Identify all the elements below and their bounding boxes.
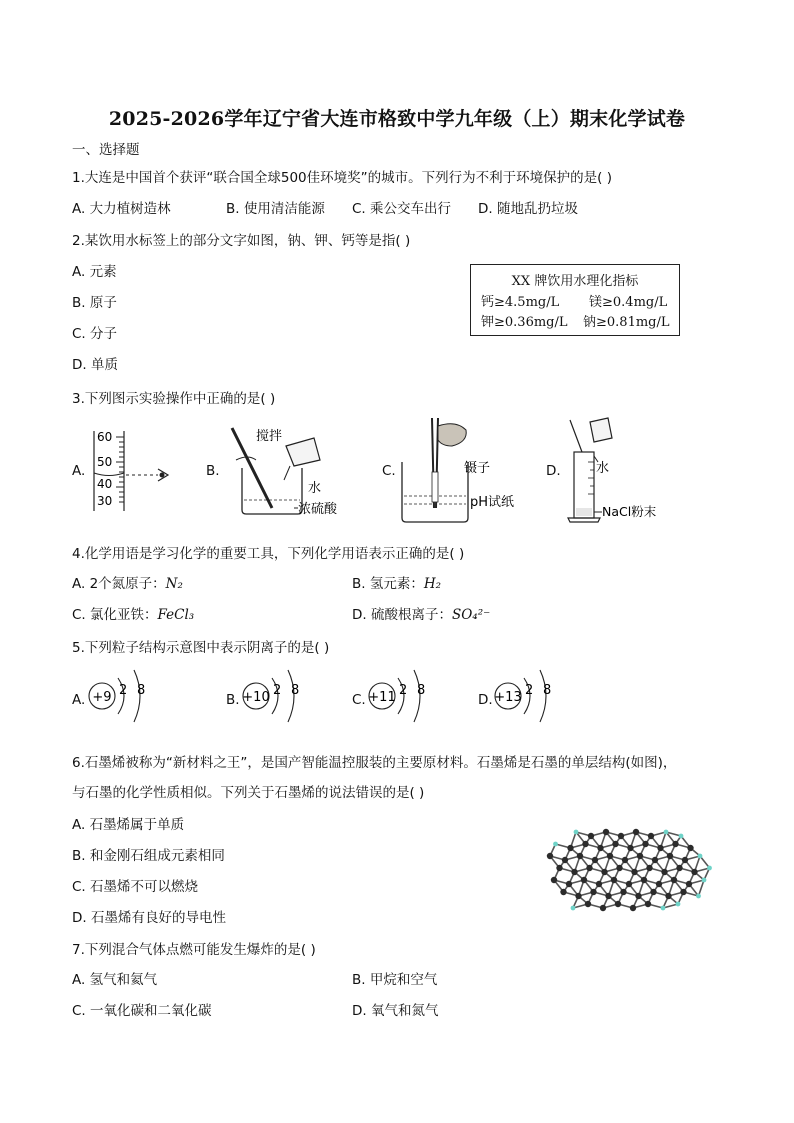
electron-count: 2 bbox=[525, 683, 534, 698]
ph-paper-label: pH试纸 bbox=[470, 495, 515, 510]
conc-acid-label: 浓硫酸 bbox=[298, 502, 338, 517]
question-6-option-c[interactable]: C. 石墨烯不可以燃烧 bbox=[72, 879, 199, 895]
question-3-stem: 3.下列图示实验操作中正确的是( ) bbox=[72, 391, 276, 407]
question-7-option-a[interactable]: A. 氢气和氦气 bbox=[72, 972, 158, 988]
question-3-option-a[interactable]: A. bbox=[72, 463, 86, 479]
q4-d-formula: SO₄²⁻ bbox=[451, 607, 491, 623]
question-1-option-c[interactable]: C. 乘公交车出行 bbox=[352, 201, 452, 217]
dilution-figure bbox=[228, 420, 358, 520]
question-4-option-b[interactable] bbox=[352, 572, 441, 592]
question-5-stem: 5.下列粒子结构示意图中表示阴离子的是( ) bbox=[72, 640, 330, 656]
q4-b-formula: H₂ bbox=[423, 576, 442, 592]
nucleus-charge: +11 bbox=[368, 690, 396, 705]
water-label-calcium: 钙≥4.5mg/L bbox=[481, 295, 560, 310]
tweezers-label: 镊子 bbox=[464, 461, 491, 476]
question-2-stem: 2.某饮用水标签上的部分文字如图，钠、钾、钙等是指( ) bbox=[72, 233, 411, 249]
electron-count: 8 bbox=[137, 683, 146, 698]
water-label-magnesium: 镁≥0.4mg/L bbox=[589, 295, 668, 310]
cylinder-tick-50: 50 bbox=[97, 455, 113, 469]
electron-count: 2 bbox=[399, 683, 408, 698]
question-7-option-d[interactable]: D. 氧气和氮气 bbox=[352, 1003, 439, 1019]
question-3-option-d[interactable]: D. bbox=[546, 463, 561, 479]
question-6-option-d[interactable]: D. 石墨烯有良好的导电性 bbox=[72, 910, 226, 926]
electron-count: 8 bbox=[417, 683, 426, 698]
question-3-option-b[interactable]: B. bbox=[206, 463, 220, 479]
section-heading: 一、选择题 bbox=[72, 142, 140, 158]
graphene-structure-image bbox=[528, 818, 718, 924]
water-label-box bbox=[470, 264, 680, 336]
question-2-option-a[interactable]: A. 元素 bbox=[72, 264, 117, 280]
cylinder-reading-figure bbox=[86, 425, 186, 515]
atom-structure-diagram bbox=[240, 668, 320, 724]
nacl-powder-label: NaCl粉末 bbox=[602, 504, 657, 519]
q4-a-text: A. 2个氮原子： bbox=[72, 576, 166, 592]
water-label-header: XX 牌饮用水理化指标 bbox=[511, 274, 639, 289]
nucleus-charge: +9 bbox=[92, 690, 112, 705]
question-1-option-b[interactable]: B. 使用清洁能源 bbox=[226, 201, 325, 217]
q4-c-formula: FeCl₃ bbox=[157, 607, 195, 623]
question-7-stem: 7.下列混合气体点燃可能发生爆炸的是( ) bbox=[72, 942, 316, 958]
question-1-option-a[interactable]: A. 大力植树造林 bbox=[72, 201, 171, 217]
eye-icon bbox=[158, 469, 168, 481]
question-1-stem: 1.大连是中国首个获评“联合国全球500佳环境奖”的城市。下列行为不利于环境保护的是( ) bbox=[72, 170, 612, 186]
stir-label: 搅拌 bbox=[256, 429, 283, 444]
question-4-option-c[interactable] bbox=[72, 603, 194, 623]
water-label-sodium: 钠≥0.81mg/L bbox=[583, 315, 670, 330]
cylinder-tick-40: 40 bbox=[97, 477, 113, 491]
nucleus-charge: +10 bbox=[242, 690, 270, 705]
electron-count: 2 bbox=[119, 683, 128, 698]
water-label-potassium: 钾≥0.36mg/L bbox=[481, 315, 568, 330]
question-2-option-b[interactable]: B. 原子 bbox=[72, 295, 117, 311]
question-6-stem-line-1: 6.石墨烯被称为“新材料之王”，是国产智能温控服装的主要原材料。石墨烯是石墨的单层结构(如图)， bbox=[72, 755, 677, 771]
question-4-stem: 4.化学用语是学习化学的重要工具，下列化学用语表示正确的是( ) bbox=[72, 546, 465, 562]
atom-structure-diagram bbox=[366, 668, 446, 724]
cylinder-dissolve-figure bbox=[560, 412, 680, 528]
question-5-option-a[interactable]: A. bbox=[72, 692, 86, 708]
electron-count: 8 bbox=[291, 683, 300, 698]
question-3-option-c[interactable]: C. bbox=[382, 463, 396, 479]
water-label-d: 水 bbox=[596, 461, 610, 476]
question-5-option-c[interactable]: C. bbox=[352, 692, 366, 708]
cylinder-tick-60: 60 bbox=[97, 430, 113, 444]
question-2-option-d[interactable]: D. 单质 bbox=[72, 357, 118, 373]
q4-a-formula: N₂ bbox=[165, 576, 183, 592]
ph-test-figure bbox=[398, 412, 528, 524]
question-4-option-a[interactable] bbox=[72, 572, 183, 592]
q4-d-text: D. 硫酸根离子： bbox=[352, 607, 452, 623]
water-label-b: 水 bbox=[308, 481, 322, 496]
question-1-option-d[interactable]: D. 随地乱扔垃圾 bbox=[478, 201, 578, 217]
nucleus-charge: +13 bbox=[494, 690, 522, 705]
question-4-option-d[interactable] bbox=[352, 603, 490, 623]
question-5-option-b[interactable]: B. bbox=[226, 692, 240, 708]
question-5-option-d[interactable]: D. bbox=[478, 692, 493, 708]
question-7-option-b[interactable]: B. 甲烷和空气 bbox=[352, 972, 438, 988]
question-7-option-c[interactable]: C. 一氧化碳和二氧化碳 bbox=[72, 1003, 212, 1019]
electron-count: 2 bbox=[273, 683, 282, 698]
electron-count: 8 bbox=[543, 683, 552, 698]
cylinder-tick-30: 30 bbox=[97, 494, 113, 508]
exam-title: 2025-2026学年辽宁省大连市格致中学九年级（上）期末化学试卷 bbox=[108, 108, 686, 130]
question-6-option-a[interactable]: A. 石墨烯属于单质 bbox=[72, 817, 185, 833]
q4-c-text: C. 氯化亚铁： bbox=[72, 607, 158, 623]
atom-structure-diagram bbox=[492, 668, 572, 724]
atom-structure-diagram bbox=[86, 668, 166, 724]
question-6-stem-line-2: 与石墨的化学性质相似。下列关于石墨烯的说法错误的是( ) bbox=[72, 785, 425, 801]
question-6-option-b[interactable]: B. 和金刚石组成元素相同 bbox=[72, 848, 225, 864]
q4-b-text: B. 氢元素： bbox=[352, 576, 424, 592]
question-2-option-c[interactable]: C. 分子 bbox=[72, 326, 118, 342]
